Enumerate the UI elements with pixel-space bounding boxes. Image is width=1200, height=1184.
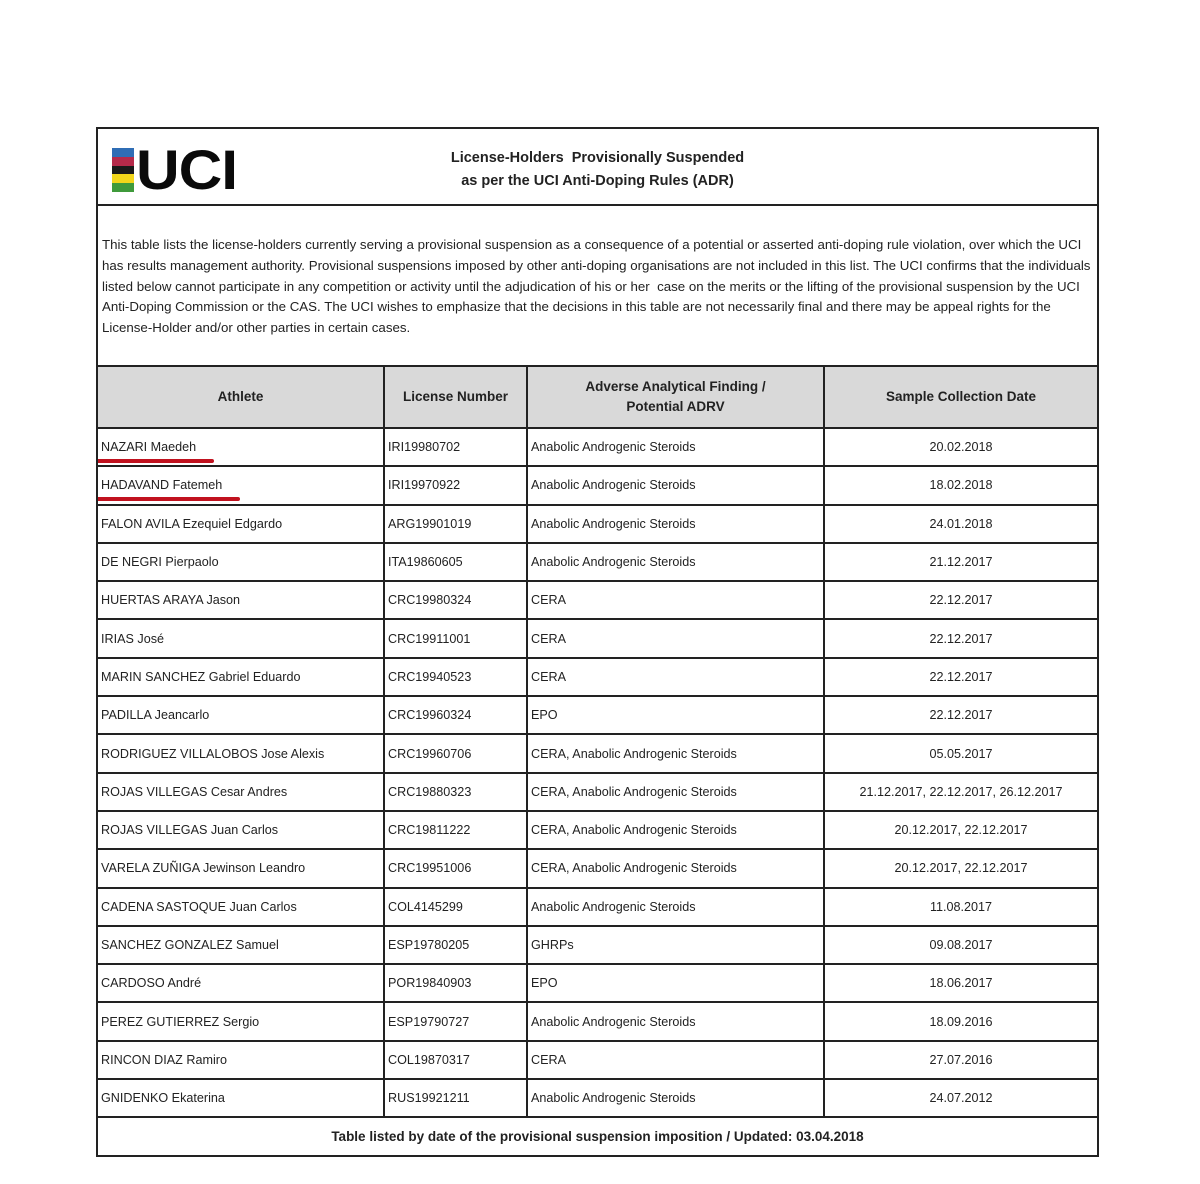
date-cell: 18.09.2016 xyxy=(824,1002,1097,1040)
athlete-cell: FALON AVILA Ezequiel Edgardo xyxy=(98,505,384,543)
table-row xyxy=(98,926,1097,964)
license-cell: IRI19980702 xyxy=(384,428,527,466)
finding-cell: Anabolic Androgenic Steroids xyxy=(527,466,824,504)
finding-cell: GHRPs xyxy=(527,926,824,964)
athlete-cell: SANCHEZ GONZALEZ Samuel xyxy=(98,926,384,964)
finding-cell: Anabolic Androgenic Steroids xyxy=(527,888,824,926)
finding-header-line-1: Adverse Analytical Finding / xyxy=(585,379,766,394)
date-cell: 18.02.2018 xyxy=(824,466,1097,504)
column-header-license: License Number xyxy=(384,367,527,428)
license-cell: CRC19811222 xyxy=(384,811,527,849)
table-row xyxy=(98,1079,1097,1117)
finding-cell: CERA xyxy=(527,1041,824,1079)
athlete-cell: ROJAS VILLEGAS Cesar Andres xyxy=(98,773,384,811)
column-header-date: Sample Collection Date xyxy=(824,367,1097,428)
finding-cell: Anabolic Androgenic Steroids xyxy=(527,1002,824,1040)
license-cell: ESP19780205 xyxy=(384,926,527,964)
finding-header-line-2: Potential ADRV xyxy=(626,399,725,414)
athlete-name: NAZARI Maedeh xyxy=(101,440,196,454)
date-cell: 24.01.2018 xyxy=(824,505,1097,543)
date-cell: 11.08.2017 xyxy=(824,888,1097,926)
column-header-athlete: Athlete xyxy=(98,367,384,428)
finding-cell: CERA, Anabolic Androgenic Steroids xyxy=(527,811,824,849)
table-row xyxy=(98,964,1097,1002)
table-row xyxy=(98,543,1097,581)
license-cell: ESP19790727 xyxy=(384,1002,527,1040)
table-row xyxy=(98,505,1097,543)
athlete-cell xyxy=(98,466,384,504)
license-cell: CRC19960706 xyxy=(384,734,527,772)
date-cell: 24.07.2012 xyxy=(824,1079,1097,1117)
license-cell: ITA19860605 xyxy=(384,543,527,581)
athlete-cell: DE NEGRI Pierpaolo xyxy=(98,543,384,581)
athlete-cell: PEREZ GUTIERREZ Sergio xyxy=(98,1002,384,1040)
athlete-cell: IRIAS José xyxy=(98,619,384,657)
intro-paragraph: This table lists the license-holders currently serving a provisional suspension as a consequence of a potential or asserted anti-doping rule violation, over which the UCI has results management authority. Provisional suspensions imposed by other anti-doping organisations are not included in this list. The UCI confirms that the individuals listed below cannot participate in any competition or activity until the adjudication of his or her case on the merits or the lifting of the provisional suspension by the UCI Anti-Doping Commission or the CAS. The UCI wishes to emphasize that the decisions in this table are not necessarily final and there may be appeal rights for the License-Holder and/or other parties in certain cases. xyxy=(98,206,1097,367)
table-row xyxy=(98,696,1097,734)
column-header-finding xyxy=(527,367,824,428)
date-cell: 22.12.2017 xyxy=(824,619,1097,657)
finding-cell: EPO xyxy=(527,964,824,1002)
document-header xyxy=(98,129,1097,206)
date-cell: 20.12.2017, 22.12.2017 xyxy=(824,811,1097,849)
athlete-cell: HUERTAS ARAYA Jason xyxy=(98,581,384,619)
athlete-cell: RINCON DIAZ Ramiro xyxy=(98,1041,384,1079)
finding-cell: EPO xyxy=(527,696,824,734)
license-cell: CRC19880323 xyxy=(384,773,527,811)
license-cell: COL4145299 xyxy=(384,888,527,926)
finding-cell: Anabolic Androgenic Steroids xyxy=(527,428,824,466)
date-cell: 21.12.2017, 22.12.2017, 26.12.2017 xyxy=(824,773,1097,811)
license-cell: CRC19940523 xyxy=(384,658,527,696)
finding-cell: CERA xyxy=(527,619,824,657)
date-cell: 05.05.2017 xyxy=(824,734,1097,772)
table-footer-note: Table listed by date of the provisional suspension imposition / Updated: 03.04.2018 xyxy=(98,1117,1097,1155)
athlete-cell: VARELA ZUÑIGA Jewinson Leandro xyxy=(98,849,384,887)
red-underline-annotation xyxy=(98,497,240,501)
license-cell: CRC19911001 xyxy=(384,619,527,657)
table-row xyxy=(98,773,1097,811)
date-cell: 20.12.2017, 22.12.2017 xyxy=(824,849,1097,887)
table-row xyxy=(98,1002,1097,1040)
athlete-cell: CARDOSO André xyxy=(98,964,384,1002)
date-cell: 09.08.2017 xyxy=(824,926,1097,964)
athlete-cell: RODRIGUEZ VILLALOBOS Jose Alexis xyxy=(98,734,384,772)
date-cell: 22.12.2017 xyxy=(824,658,1097,696)
table-row xyxy=(98,658,1097,696)
title-line-1: License-Holders Provisionally Suspended xyxy=(450,150,745,166)
athlete-name: HADAVAND Fatemeh xyxy=(101,478,222,492)
athlete-cell: PADILLA Jeancarlo xyxy=(98,696,384,734)
document xyxy=(96,127,1099,1157)
finding-cell: Anabolic Androgenic Steroids xyxy=(527,505,824,543)
finding-cell: CERA xyxy=(527,581,824,619)
table-footer-row xyxy=(98,1117,1097,1155)
date-cell: 20.02.2018 xyxy=(824,428,1097,466)
title-line-2: as per the UCI Anti-Doping Rules (ADR) xyxy=(461,173,734,189)
finding-cell: Anabolic Androgenic Steroids xyxy=(527,543,824,581)
table-row xyxy=(98,849,1097,887)
suspensions-table xyxy=(98,367,1097,1155)
athlete-cell: CADENA SASTOQUE Juan Carlos xyxy=(98,888,384,926)
license-cell: CRC19980324 xyxy=(384,581,527,619)
table-header-row xyxy=(98,367,1097,428)
table-row xyxy=(98,466,1097,504)
table-row xyxy=(98,619,1097,657)
date-cell: 18.06.2017 xyxy=(824,964,1097,1002)
date-cell: 21.12.2017 xyxy=(824,543,1097,581)
page-title xyxy=(98,138,1097,201)
date-cell: 22.12.2017 xyxy=(824,696,1097,734)
finding-cell: CERA, Anabolic Androgenic Steroids xyxy=(527,734,824,772)
athlete-cell: ROJAS VILLEGAS Juan Carlos xyxy=(98,811,384,849)
date-cell: 22.12.2017 xyxy=(824,581,1097,619)
table-row xyxy=(98,428,1097,466)
athlete-cell: GNIDENKO Ekaterina xyxy=(98,1079,384,1117)
table-row xyxy=(98,581,1097,619)
finding-cell: CERA, Anabolic Androgenic Steroids xyxy=(527,849,824,887)
red-underline-annotation xyxy=(98,459,214,463)
table-row xyxy=(98,811,1097,849)
license-cell: COL19870317 xyxy=(384,1041,527,1079)
license-cell: CRC19951006 xyxy=(384,849,527,887)
license-cell: ARG19901019 xyxy=(384,505,527,543)
table-row xyxy=(98,734,1097,772)
finding-cell: CERA xyxy=(527,658,824,696)
license-cell: POR19840903 xyxy=(384,964,527,1002)
license-cell: CRC19960324 xyxy=(384,696,527,734)
athlete-cell xyxy=(98,428,384,466)
date-cell: 27.07.2016 xyxy=(824,1041,1097,1079)
table-row xyxy=(98,1041,1097,1079)
license-cell: IRI19970922 xyxy=(384,466,527,504)
finding-cell: Anabolic Androgenic Steroids xyxy=(527,1079,824,1117)
table-row xyxy=(98,888,1097,926)
logo-text: UCI xyxy=(136,138,237,201)
license-cell: RUS19921211 xyxy=(384,1079,527,1117)
athlete-cell: MARIN SANCHEZ Gabriel Eduardo xyxy=(98,658,384,696)
finding-cell: CERA, Anabolic Androgenic Steroids xyxy=(527,773,824,811)
